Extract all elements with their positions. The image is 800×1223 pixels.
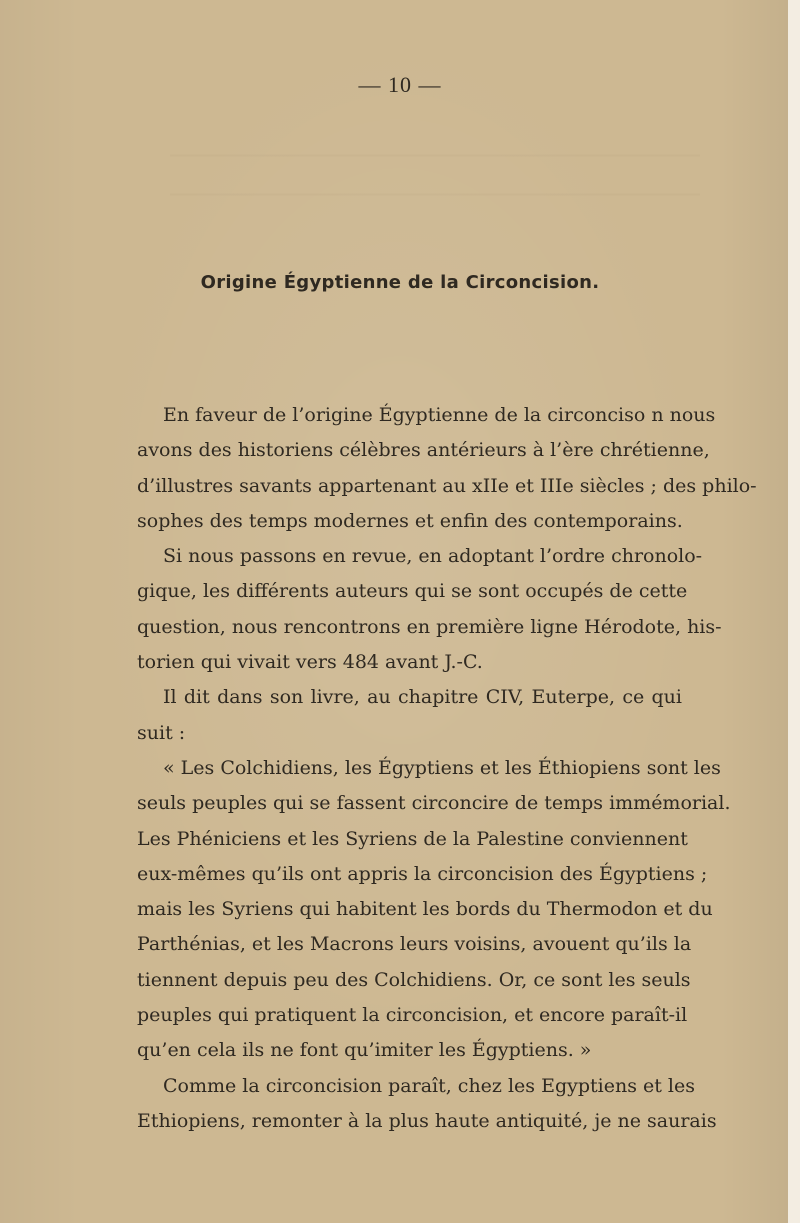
- text-line: d’illustres savants appartenant au xIIe et IIIe siècles ; des philo-: [137, 474, 757, 497]
- text-line: qu’en cela ils ne font qu’imiter les Égyptiens. »: [137, 1039, 592, 1062]
- text-line: Ethiopiens, remonter à la plus haute antiquité, je ne saurais: [137, 1109, 717, 1132]
- page-number: — 10 —: [358, 72, 442, 97]
- text-line: mais les Syriens qui habitent les bords du Thermodon et du: [137, 898, 713, 921]
- text-line: eux-mêmes qu’ils ont appris la circoncision des Égyptiens ;: [137, 862, 708, 885]
- text-line: Si nous passons en revue, en adoptant l’ordre chronolo-: [163, 545, 703, 568]
- text-line: torien qui vivait vers 484 avant J.-C.: [137, 651, 483, 674]
- text-line: Les Phéniciens et les Syriens de la Palestine conviennent: [137, 827, 688, 850]
- text-line: « Les Colchidiens, les Égyptiens et les Éthiopiens sont les: [163, 756, 721, 779]
- text-line: Comme la circoncision paraît, chez les Egyptiens et les: [163, 1074, 695, 1097]
- chapter-title: Origine Égyptienne de la Circoncision.: [200, 272, 600, 293]
- text-line: peuples qui pratiquent la circoncision, et encore paraît-il: [137, 1004, 688, 1027]
- text-line: sophes des temps modernes et enfin des contemporains.: [137, 509, 683, 532]
- text-line: question, nous rencontrons en première ligne Hérodote, his-: [137, 615, 722, 638]
- page-edge: [788, 0, 800, 1223]
- text-line: Il dit dans son livre, au chapitre CIV, Euterpe, ce qui: [163, 686, 682, 709]
- text-line: avons des historiens célèbres antérieurs à l’ère chrétienne,: [137, 439, 710, 462]
- text-line: gique, les différents auteurs qui se sont occupés de cette: [137, 580, 688, 603]
- text-line: Parthénias, et les Macrons leurs voisins, avouent qu’ils la: [137, 933, 692, 956]
- text-line: seuls peuples qui se fassent circoncire de temps immémorial.: [137, 792, 731, 815]
- text-line: tiennent depuis peu des Colchidiens. Or, ce sont les seuls: [137, 968, 691, 991]
- body-text: [137, 398, 757, 1139]
- text-line: suit :: [137, 721, 186, 744]
- text-line: En faveur de l’origine Égyptienne de la circonciso n nous: [163, 404, 716, 426]
- bleed-through-text: [170, 120, 700, 225]
